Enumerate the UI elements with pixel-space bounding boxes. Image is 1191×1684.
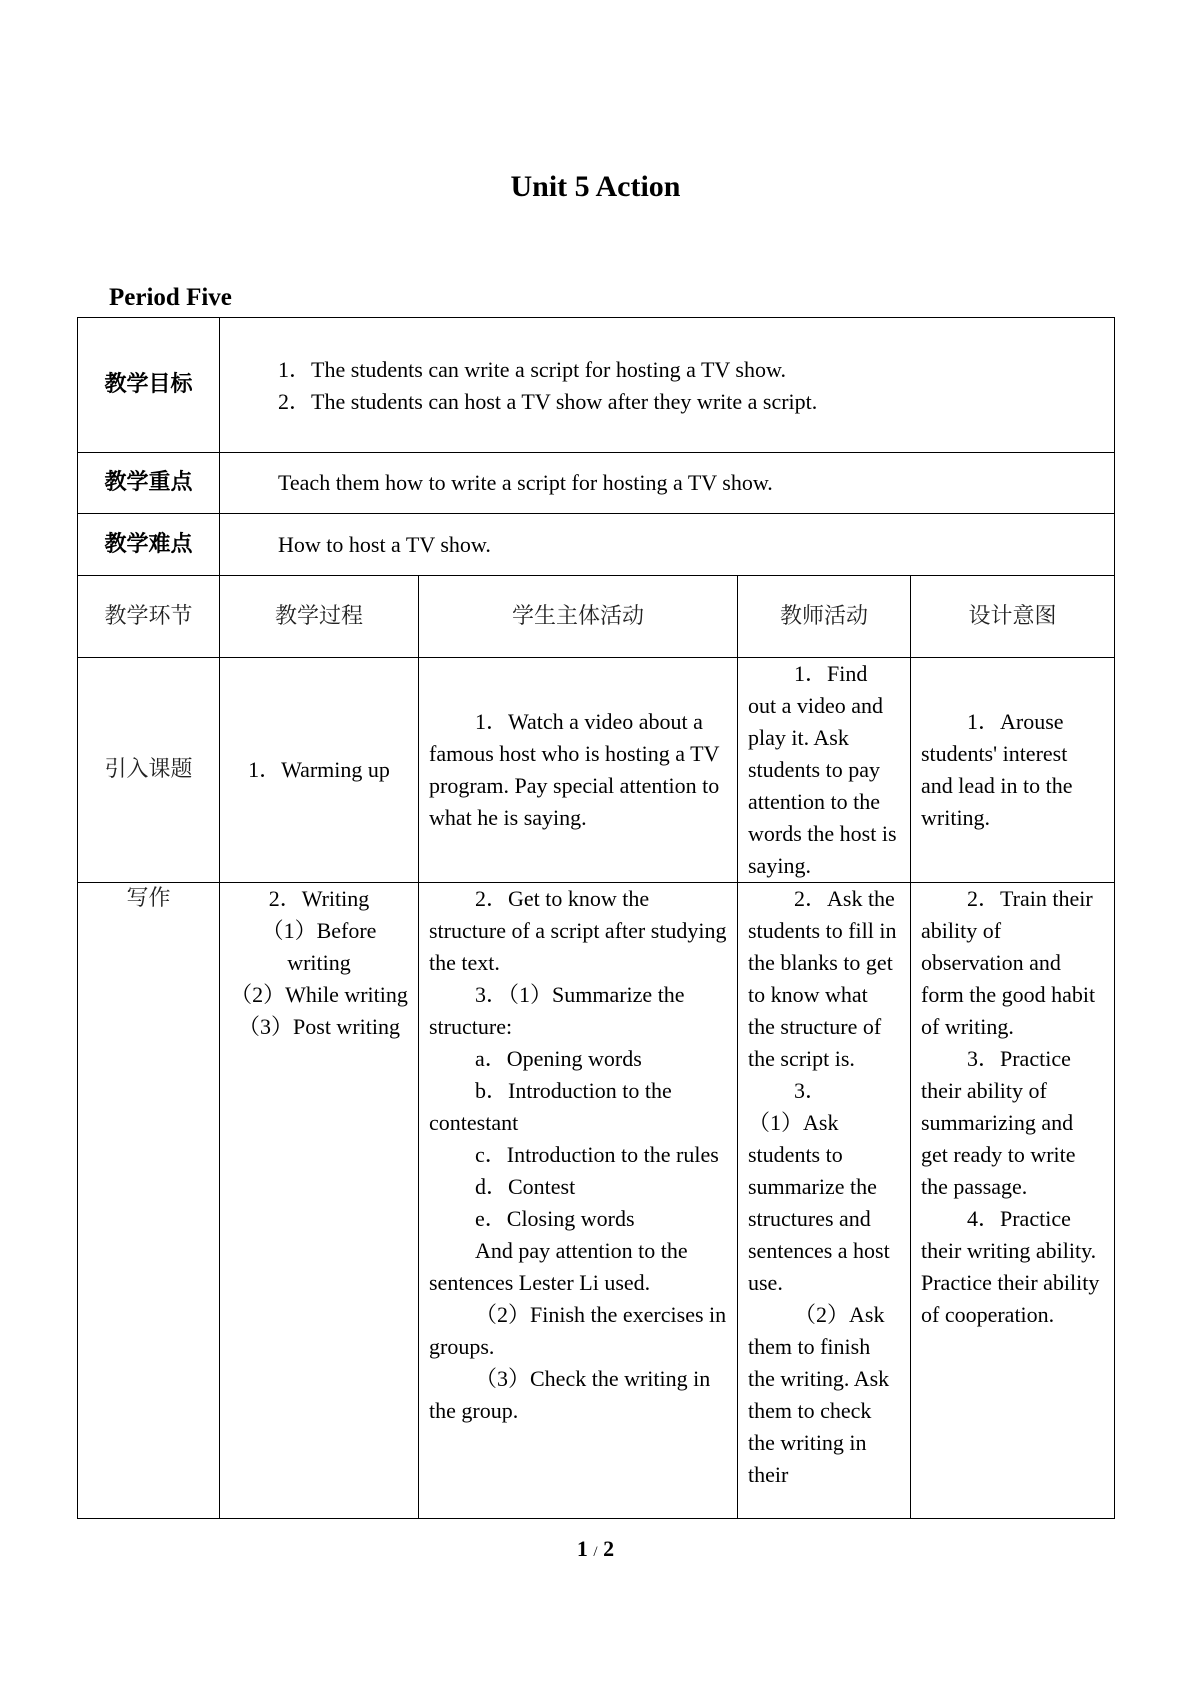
teacher-activity-line: 3． <box>794 1078 828 1103</box>
student-activity-line: 1．Watch a video about a famous host who is hosting a TV program. Pay special attention to what he is saying. <box>429 709 720 830</box>
process-line: （1）Before writing <box>261 918 377 975</box>
teacher-activity-line: 1．Find out a video and play it. Ask students to pay attention to the words the host is saying. <box>748 661 897 878</box>
process-line: （3）Post writing <box>238 1014 400 1039</box>
process-line: 1．Warming up <box>248 757 390 782</box>
header-design-intent: 设计意图 <box>911 576 1115 658</box>
key-point-label: 教学重点 <box>78 453 220 514</box>
difficulty-text: How to host a TV show. <box>220 514 1115 576</box>
student-activity-line: （2）Finish the exercises in groups. <box>429 1302 727 1359</box>
key-point-row <box>78 453 1115 514</box>
objective-item: 1．The students can write a script for hosting a TV show. <box>278 357 786 382</box>
student-activity-line: c．Introduction to the rules <box>475 1142 719 1167</box>
process-line: （2）While writing <box>230 982 408 1007</box>
lesson-plan-table <box>77 317 1115 1519</box>
header-process: 教学过程 <box>220 576 419 658</box>
student-activity-line: 2．Get to know the structure of a script after studying the text. <box>429 886 727 975</box>
design-intent-line: 4．Practice their writing ability. Practice their ability of cooperation. <box>921 1206 1100 1327</box>
student-activity-cell <box>419 883 738 1519</box>
difficulty-row <box>78 514 1115 576</box>
student-activity-line: d．Contest <box>475 1174 576 1199</box>
header-student-activity: 学生主体活动 <box>419 576 738 658</box>
objective-item: 2．The students can host a TV show after they write a script. <box>278 389 818 414</box>
student-activity-line: （3）Check the writing in the group. <box>429 1366 711 1423</box>
teacher-activity-cell <box>738 883 911 1519</box>
student-activity-line: 3．（1）Summarize the structure: <box>429 982 685 1039</box>
student-activity-line: e．Closing words <box>475 1206 635 1231</box>
design-intent-line: 3．Practice their ability of summarizing and get ready to write the passage. <box>921 1046 1076 1199</box>
column-header-row <box>78 576 1115 658</box>
stage-cell: 写作 <box>78 883 220 1519</box>
teacher-activity-cell <box>738 658 911 883</box>
period-label: Period Five <box>109 284 232 311</box>
total-pages: 2 <box>603 1536 615 1561</box>
design-intent-line: 2．Train their ability of observation and form the good habit of writing. <box>921 886 1096 1039</box>
stage-cell: 引入课题 <box>78 658 220 883</box>
student-activity-line: a．Opening words <box>475 1046 642 1071</box>
process-cell <box>220 883 419 1519</box>
table-row <box>78 658 1115 883</box>
objectives-label: 教学目标 <box>78 318 220 453</box>
difficulty-label: 教学难点 <box>78 514 220 576</box>
key-point-text: Teach them how to write a script for hosting a TV show. <box>220 453 1115 514</box>
student-activity-line: And pay attention to the sentences Lester Li used. <box>429 1238 688 1295</box>
objectives-row <box>78 318 1115 453</box>
process-cell <box>220 658 419 883</box>
student-activity-line: b．Introduction to the contestant <box>429 1078 672 1135</box>
page-number <box>0 1536 1191 1562</box>
header-teacher-activity: 教师活动 <box>738 576 911 658</box>
objectives-content <box>220 318 1115 453</box>
teacher-activity-line: （2）Ask them to finish the writing. Ask them to check the writing in their <box>748 1302 890 1487</box>
page-separator: / <box>593 1544 598 1560</box>
student-activity-cell <box>419 658 738 883</box>
document-title: Unit 5 Action <box>510 170 681 203</box>
current-page: 1 <box>576 1536 588 1561</box>
design-intent-cell <box>911 883 1115 1519</box>
teacher-activity-line: （1）Ask students to summarize the structures and sentences a host use. <box>748 1110 890 1295</box>
teacher-activity-line: 2．Ask the students to fill in the blanks to get to know what the structure of the script is. <box>748 886 897 1071</box>
header-stage: 教学环节 <box>78 576 220 658</box>
process-line: 2．Writing <box>268 886 370 911</box>
table-row <box>78 883 1115 1519</box>
design-intent-cell <box>911 658 1115 883</box>
design-intent-line: 1．Arouse students' interest and lead in to the writing. <box>921 709 1073 830</box>
